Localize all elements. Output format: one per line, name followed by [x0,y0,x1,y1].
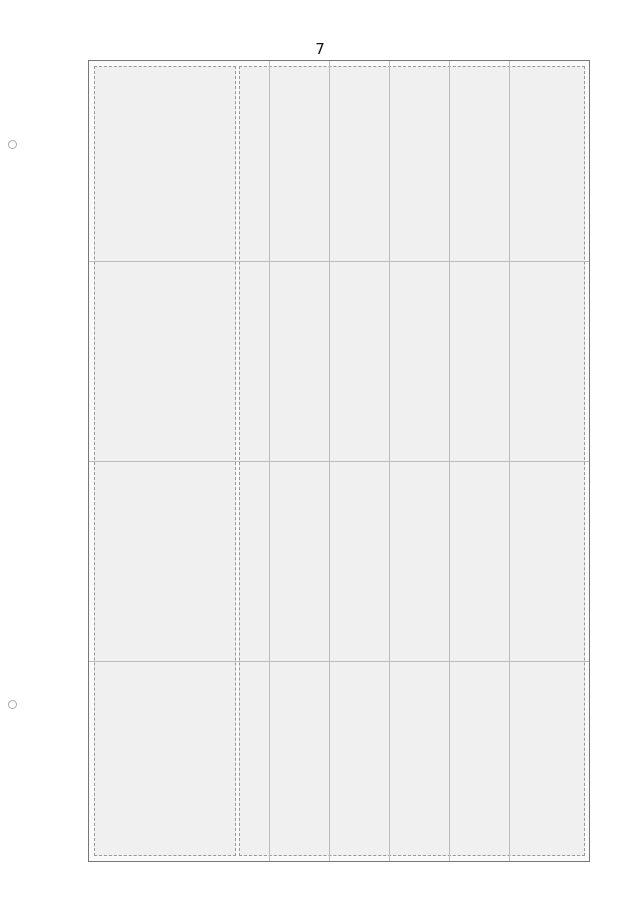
row-divider [89,661,589,662]
row-divider [89,261,589,262]
row-divider [89,461,589,462]
binder-hole [8,140,17,149]
binder-hole [8,700,17,709]
page-number: 7 [315,40,325,58]
rotated-table-scan [88,60,590,862]
